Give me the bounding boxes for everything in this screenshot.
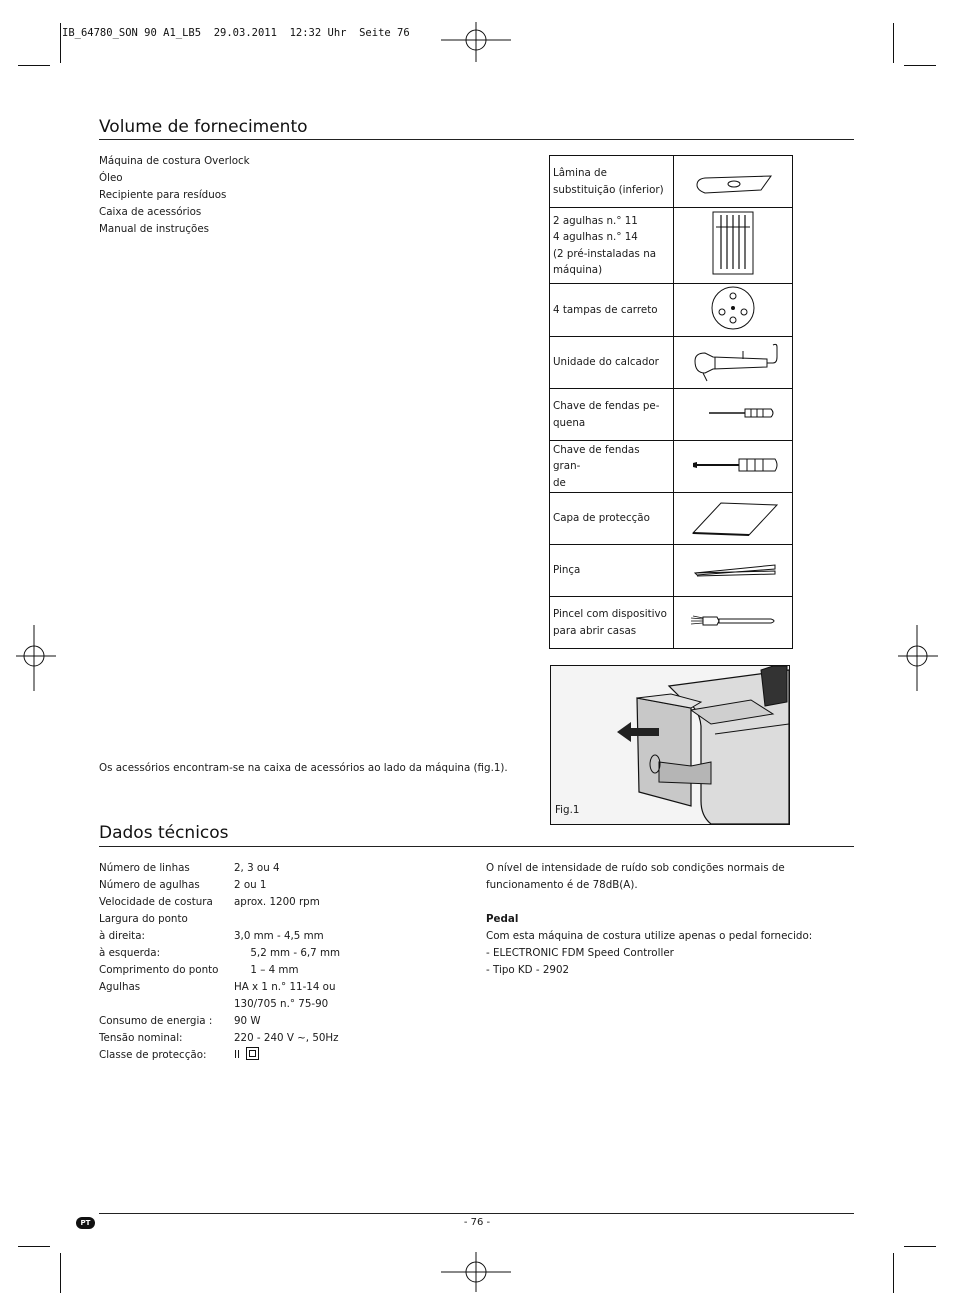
table-row [99, 911, 340, 928]
figure-caption: Fig.1 [555, 804, 580, 816]
page-number: - 76 - [463, 1217, 491, 1228]
pedal-item: - Tipo KD - 2902 [486, 964, 570, 976]
spec-key: Comprimento do ponto [99, 964, 219, 976]
presser-foot-icon [683, 339, 783, 383]
registration-mark-icon [441, 1252, 511, 1292]
spec-key: Largura do ponto [99, 913, 188, 925]
list-item: Recipiente para resíduos [99, 189, 227, 201]
table-row [99, 979, 340, 1013]
machine-waste-container-illustration [551, 666, 789, 824]
language-badge [76, 1217, 95, 1229]
table-row [99, 962, 340, 979]
brush-icon [683, 609, 783, 633]
spec-value: 90 W [234, 1015, 261, 1027]
spec-key: Número de linhas [99, 862, 190, 874]
accessory-label: Capa de protecção [550, 493, 674, 545]
spec-value: II [234, 1049, 241, 1061]
delivery-list [99, 153, 250, 238]
spool-cap-icon [703, 284, 763, 332]
crop-mark [60, 23, 61, 63]
footer-divider [99, 1213, 854, 1214]
accessory-label: Chave de fendas gran- de [550, 441, 674, 493]
section-title: Volume de fornecimento [99, 117, 308, 137]
registration-mark-icon [16, 625, 56, 691]
spec-value: aprox. 1200 rpm [234, 896, 320, 908]
tweezers-icon [683, 557, 783, 581]
list-item: Máquina de costura Overlock [99, 155, 250, 167]
table-row [550, 545, 793, 597]
noise-text: O nível de intensidade de ruído sob condições normais de funcionamento é de 78dB(A). [486, 862, 785, 891]
pedal-title: Pedal [486, 913, 519, 925]
table-row [99, 894, 340, 911]
accessory-label: Lâmina de substituição (inferior) [550, 156, 674, 208]
spec-value: 5,2 mm - 6,7 mm [234, 947, 341, 959]
spec-key: à direita: [99, 930, 145, 942]
table-row [99, 945, 340, 962]
blade-icon [683, 160, 783, 200]
spec-value [234, 911, 340, 928]
table-row [550, 208, 793, 284]
spec-key: Número de agulhas [99, 879, 200, 891]
accessory-label: Pinça [550, 545, 674, 597]
figure-1 [550, 665, 790, 825]
print-header: IB_64780_SON 90 A1_LB5 29.03.2011 12:32 Uhr Seite 76 [62, 27, 410, 39]
spec-key: Tensão nominal: [99, 1032, 183, 1044]
section-title: Dados técnicos [99, 823, 229, 843]
table-row [550, 493, 793, 545]
accessory-label: 4 tampas de carreto [550, 284, 674, 337]
small-screwdriver-icon [683, 403, 783, 423]
table-row [550, 597, 793, 649]
spec-value: 3,0 mm - 4,5 mm [234, 930, 324, 942]
registration-mark-icon [898, 625, 938, 691]
spec-value: 2, 3 ou 4 [234, 862, 280, 874]
table-row [99, 928, 340, 945]
table-row [99, 1013, 340, 1030]
spec-key: à esquerda: [99, 947, 161, 959]
spec-value: 220 - 240 V ~, 50Hz [234, 1032, 339, 1044]
large-screwdriver-icon [683, 454, 783, 476]
pedal-text: Com esta máquina de costura utilize apenas o pedal fornecido: [486, 930, 813, 942]
spec-key: Velocidade de costura [99, 896, 213, 908]
list-item: Caixa de acessórios [99, 206, 202, 218]
accessory-label: 2 agulhas n.° 11 4 agulhas n.° 14 (2 pré-instaladas na máquina) [550, 208, 674, 284]
crop-mark [893, 1253, 894, 1293]
pedal-item: - ELECTRONIC FDM Speed Controller [486, 947, 674, 959]
table-row [550, 389, 793, 441]
accessories-table [549, 155, 793, 649]
table-row [550, 337, 793, 389]
list-item: Manual de instruções [99, 223, 210, 235]
spec-key: Classe de protecção: [99, 1049, 207, 1061]
crop-mark [893, 23, 894, 63]
spec-value: 2 ou 1 [234, 879, 267, 891]
table-row [550, 156, 793, 208]
crop-mark [18, 1246, 50, 1247]
spec-key: Agulhas [99, 981, 141, 993]
table-row [550, 284, 793, 337]
list-item: Óleo [99, 172, 123, 184]
spec-table [99, 860, 340, 1064]
table-row [550, 441, 793, 493]
needles-icon [703, 209, 763, 279]
dust-cover-icon [683, 495, 783, 539]
spec-key: Consumo de energia : [99, 1015, 213, 1027]
spec-value: 1 – 4 mm [234, 964, 299, 976]
table-row [99, 1047, 340, 1064]
table-row [99, 877, 340, 894]
accessory-label: Chave de fendas pe- quena [550, 389, 674, 441]
divider [99, 139, 854, 140]
crop-mark [904, 65, 936, 66]
accessory-label: Unidade do calcador [550, 337, 674, 389]
spec-value: HA x 1 n.° 11-14 ou 130/705 n.° 75-90 [234, 981, 336, 1010]
table-row [99, 1030, 340, 1047]
crop-mark [18, 65, 50, 66]
language-badge-label: PT [80, 1219, 91, 1227]
double-insulation-icon [246, 1047, 259, 1060]
crop-mark [904, 1246, 936, 1247]
crop-mark [60, 1253, 61, 1293]
registration-mark-icon [441, 22, 511, 62]
accessory-label: Pincel com dispositivo para abrir casas [550, 597, 674, 649]
table-row [99, 860, 340, 877]
divider [99, 846, 854, 847]
accessories-note: Os acessórios encontram-se na caixa de acessórios ao lado da máquina (fig.1). [99, 762, 508, 774]
